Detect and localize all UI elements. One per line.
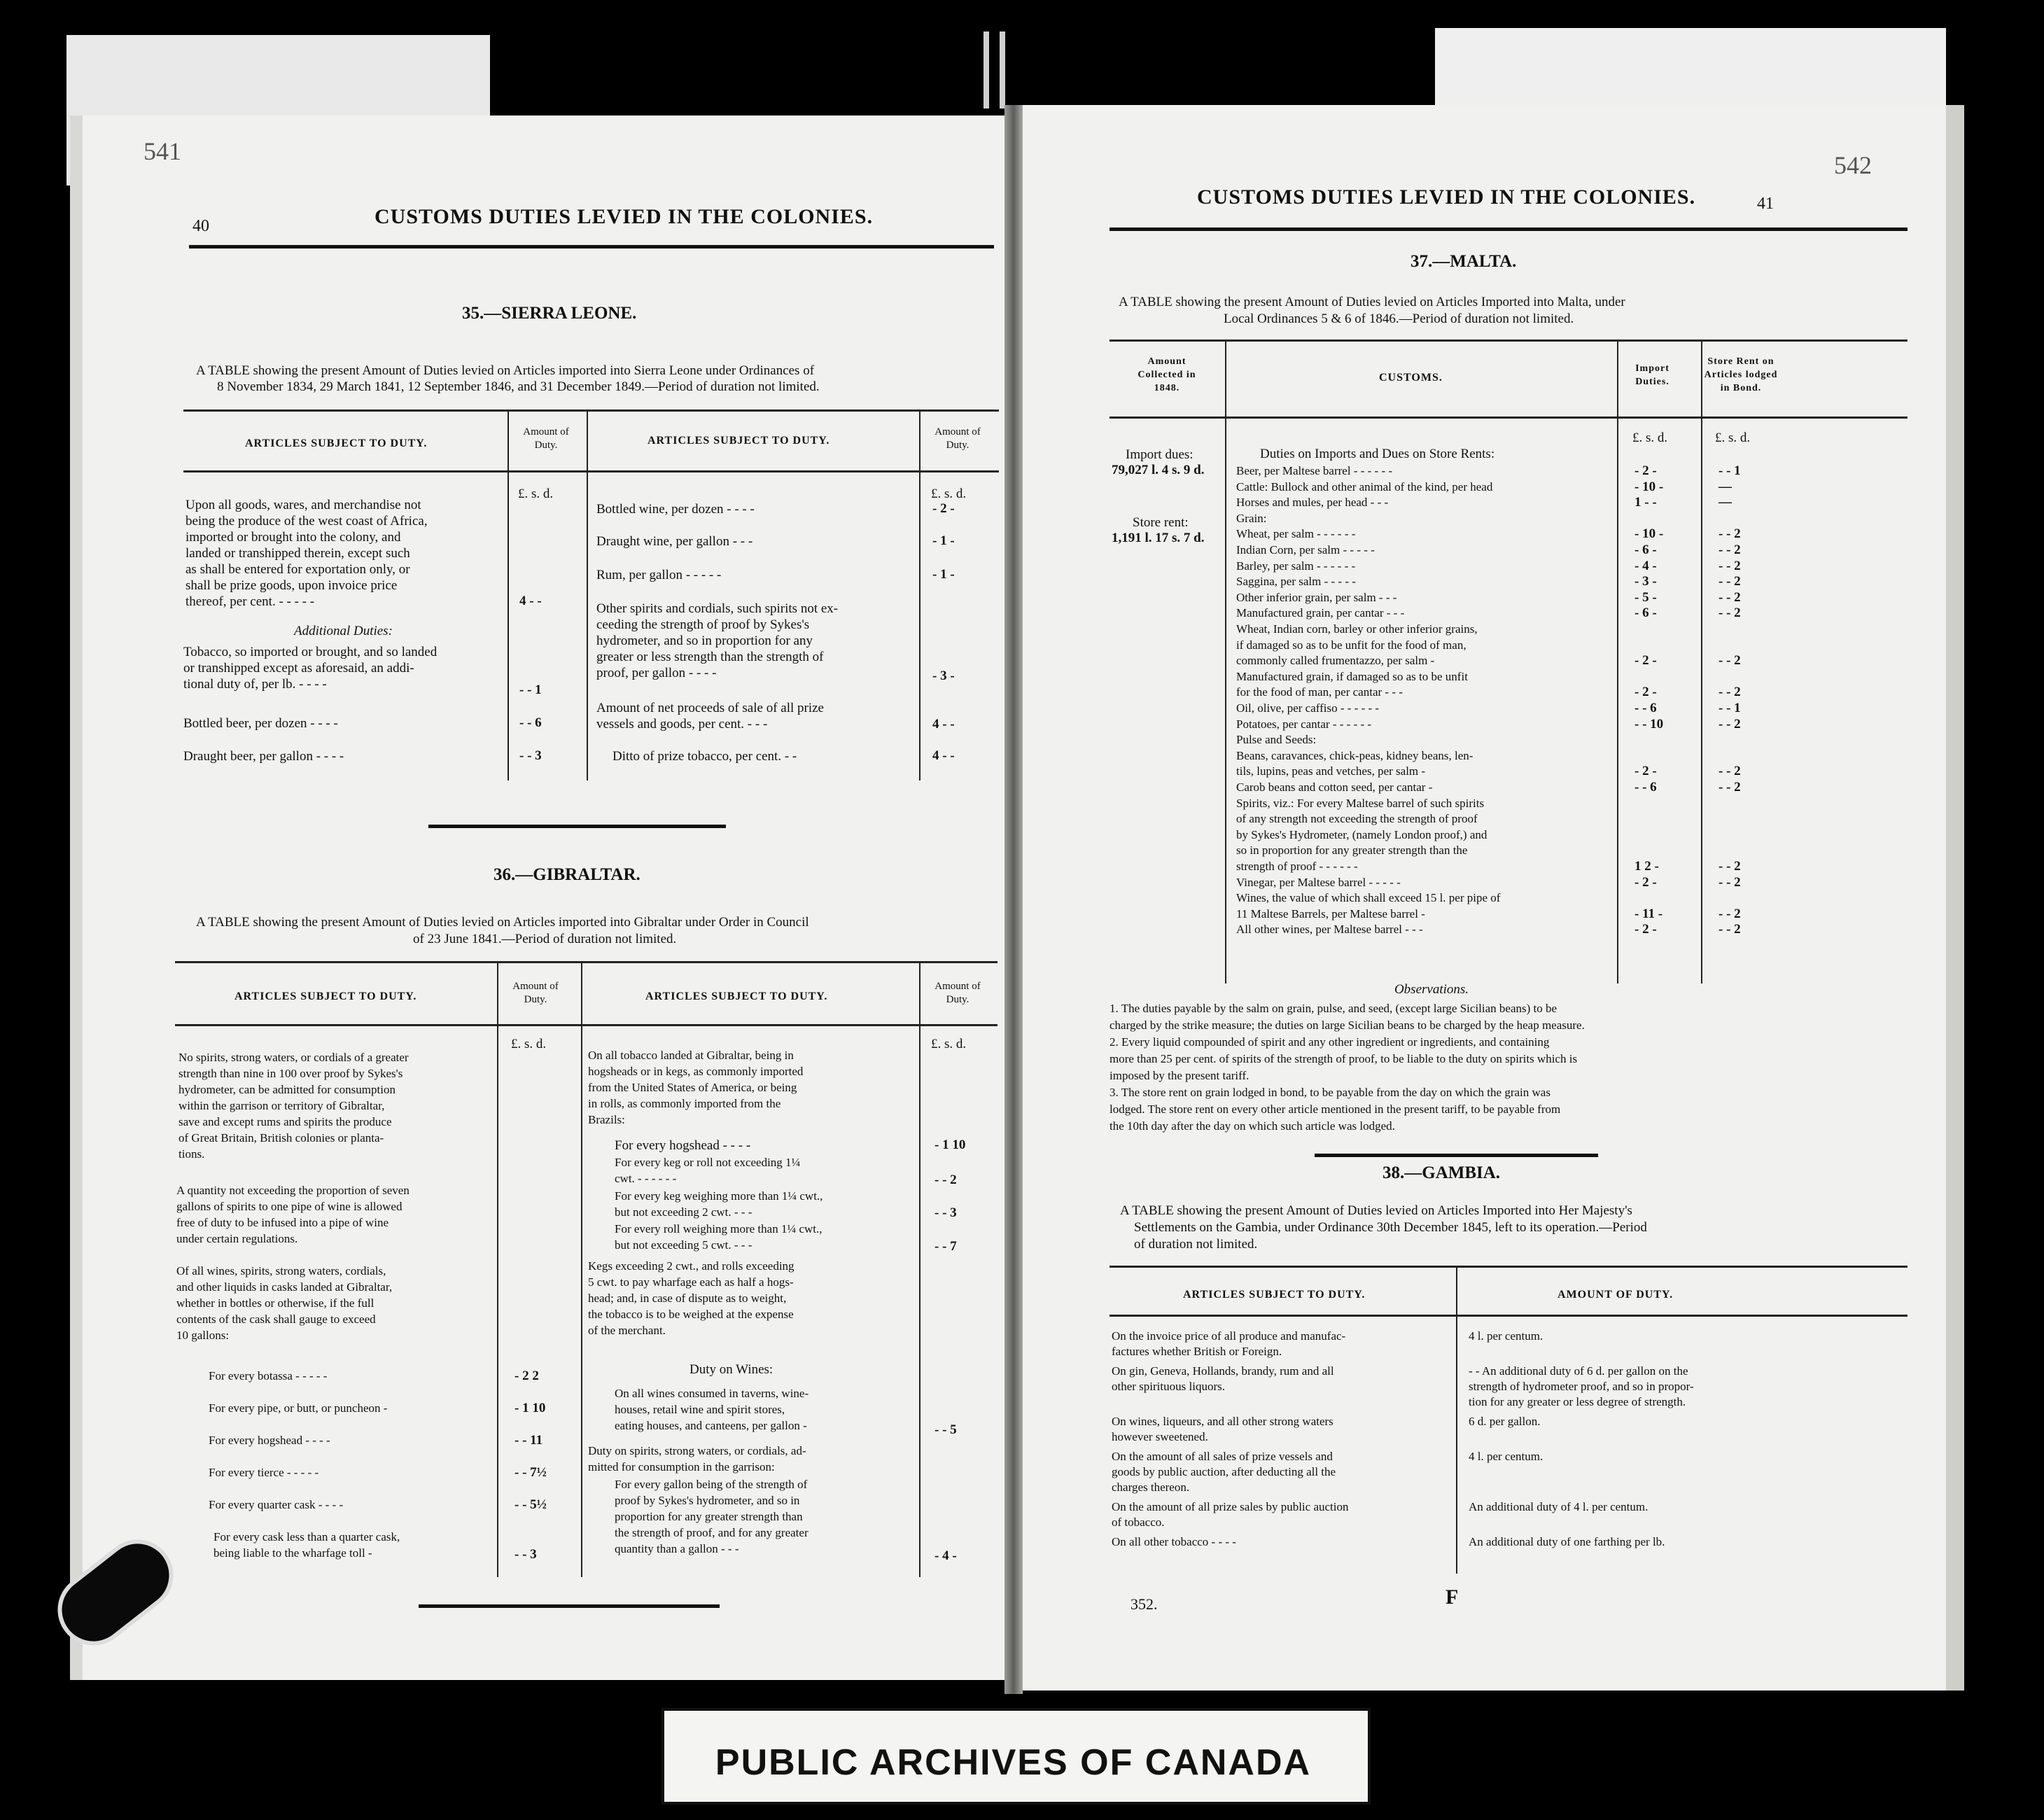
column-header: Amount of Duty.: [934, 981, 981, 1005]
text-line: 1848.: [1154, 383, 1180, 393]
column-header: ARTICLES SUBJECT TO DUTY.: [1183, 1289, 1366, 1301]
section-divider: [1315, 1154, 1598, 1157]
text-line: proportion for any greater strength than: [615, 1510, 803, 1523]
malta-store-rent: - - 2: [1718, 574, 1741, 589]
text-line: the tobacco is to be weighed at the expense: [588, 1308, 794, 1321]
malta-row-label: Grain:: [1236, 511, 1267, 525]
malta-store-rent: - - 2: [1718, 589, 1741, 605]
text-line: houses, retail wine and spirit stores,: [615, 1403, 785, 1416]
text-line: Duties.: [1635, 377, 1670, 387]
section-heading: 38.—GAMBIA.: [1382, 1163, 1501, 1182]
amount: 4 - -: [932, 748, 955, 763]
malta-row-label: Horses and mules, per head - - -: [1236, 496, 1389, 510]
malta-row-label: Indian Corn, per salm - - - - -: [1236, 543, 1375, 556]
gambia-duty: 4 l. per centum.: [1469, 1329, 1544, 1343]
malta-store-rent: - - 2: [1718, 922, 1741, 937]
subheading: Duty on Wines:: [690, 1362, 774, 1377]
lsd-header: £. s. d.: [1632, 430, 1668, 445]
table-intro: A TABLE showing the present Amount of Duties levied on Articles imported into Gibraltar under Order in Council: [196, 915, 809, 930]
text-line: For every gallon being of the strength of: [615, 1478, 808, 1491]
malta-import-duty: - - 10: [1634, 716, 1664, 732]
amount: 4 - -: [519, 594, 542, 608]
lsd-header: £. s. d.: [931, 1037, 967, 1051]
column-rule: [1701, 340, 1702, 983]
section-divider: [428, 825, 726, 828]
table-intro: A TABLE showing the present Amount of Duties levied on Articles imported into Sierra Leone under Ordinances of: [196, 363, 815, 378]
table-rule: [1110, 1266, 1907, 1268]
gambia-duty: 4 l. per centum.: [1469, 1450, 1544, 1463]
cask-row-amount: - 2 2: [514, 1368, 539, 1383]
gambia-duty: - - An additional duty of 6 d. per gallon on the: [1469, 1364, 1688, 1378]
text-line: Duty on spirits, strong waters, or cordials, ad-: [588, 1444, 806, 1457]
text-line: Amount of net proceeds of sale of all prize: [596, 701, 824, 715]
text-line: 3. The store rent on grain lodged in bond, to be payable from the day on which the grain was: [1110, 1086, 1550, 1099]
text-line: cwt. - - - - - -: [615, 1172, 677, 1185]
malta-row-label: strength of proof - - - - - -: [1236, 860, 1358, 873]
malta-import-duty: - 2 -: [1634, 764, 1657, 779]
text-line: head; and, in case of dispute as to weight,: [588, 1292, 787, 1305]
stamp-number: 542: [1834, 151, 1872, 179]
text-line: vessels and goods, per cent. - - -: [596, 717, 768, 732]
malta-row-label: tils, lupins, peas and vetches, per salm -: [1236, 764, 1426, 778]
column-rule: [587, 410, 588, 780]
malta-store-rent: —: [1718, 479, 1732, 494]
title-rule: [189, 245, 994, 248]
amount: - - 3: [519, 748, 542, 763]
column-header: ARTICLES SUBJECT TO DUTY.: [645, 990, 828, 1002]
malta-import-duty: - 10 -: [1634, 526, 1664, 542]
malta-row-label: by Sykes's Hydrometer, (namely London proof,) and: [1236, 827, 1488, 841]
lsd-header: £. s. d.: [931, 486, 967, 501]
malta-row-label: Cattle: Bullock and other animal of the kind, per head: [1236, 479, 1493, 493]
malta-row-label: Beer, per Maltese barrel - - - - - -: [1236, 464, 1393, 477]
table-intro: A TABLE showing the present Amount of Duties levied on Articles Imported into Malta, under: [1119, 295, 1625, 309]
text-line: On all wines consumed in taverns, wine-: [615, 1387, 809, 1400]
text-line: strength than nine in 100 over proof by Sykes's: [178, 1067, 403, 1080]
amount: - 3 -: [932, 668, 955, 683]
cask-row-label: For every tierce - - - - -: [209, 1466, 319, 1479]
malta-store-rent: - - 2: [1718, 653, 1741, 668]
text-line: in rolls, as commonly imported from the: [588, 1097, 781, 1110]
text-line: of Great Britain, British colonies or planta-: [178, 1131, 384, 1144]
text-line: Upon all goods, wares, and merchandise not: [186, 498, 421, 512]
text-line: the 10th day after the day on which such article was lodged.: [1110, 1119, 1395, 1133]
cask-row-label: For every botassa - - - - -: [209, 1369, 328, 1382]
text-line: For every keg or roll not exceeding 1¼: [615, 1156, 801, 1169]
malta-import-duty: - 10 -: [1634, 479, 1664, 494]
text-line: For every roll weighing more than 1¼ cwt.,: [615, 1222, 822, 1236]
article-rum: Rum, per gallon - - - - -: [596, 568, 722, 582]
text-line: tional duty of, per lb. - - - -: [183, 677, 327, 692]
text-line: whether in bottles or otherwise, if the full: [176, 1296, 374, 1310]
page-number: 40: [192, 217, 209, 235]
amount: - - 5: [934, 1422, 957, 1437]
gambia-duty: tion for any greater or less degree of strength.: [1469, 1395, 1686, 1408]
binding-clip: [1000, 31, 1005, 108]
text-line: 5 cwt. to pay wharfage each as half a hogs-: [588, 1275, 794, 1289]
gambia-article: charges thereon.: [1112, 1480, 1190, 1494]
malta-row-label: Manufactured grain, if damaged so as to be unfit: [1236, 669, 1468, 683]
text-line: Other spirits and cordials, such spirits not ex-: [596, 601, 839, 616]
malta-store-rent: - - 2: [1718, 874, 1741, 890]
text-line: imposed by the present tariff.: [1110, 1069, 1250, 1082]
amount: 4 - -: [932, 717, 955, 732]
malta-import-duty: - 2 -: [1634, 874, 1657, 890]
lsd-header: £. s. d.: [511, 1037, 547, 1051]
column-rule: [1456, 1266, 1457, 1574]
malta-store-rent: - - 2: [1718, 558, 1741, 573]
text-line: A quantity not exceeding the proportion of seven: [176, 1184, 410, 1197]
table-rule: [1110, 416, 1907, 419]
malta-import-duty: 1 - -: [1634, 495, 1657, 510]
text-line: tions.: [178, 1147, 205, 1161]
malta-row-label: Manufactured grain, per cantar - - -: [1236, 606, 1405, 620]
gambia-article: On the invoice price of all produce and manufac-: [1112, 1329, 1346, 1343]
text-line: For every cask less than a quarter cask,: [214, 1530, 400, 1544]
gambia-duty: An additional duty of 4 l. per centum.: [1469, 1500, 1648, 1513]
text-line: but not exceeding 2 cwt. - - -: [615, 1205, 752, 1219]
text-line: ceeding the strength of proof by Sykes's: [596, 617, 810, 632]
binding-clip: [983, 31, 989, 108]
table-rule: [1110, 340, 1907, 342]
amount: - 1 -: [932, 567, 955, 582]
malta-import-duty: - 2 -: [1634, 653, 1657, 668]
text-line: or transhipped except as aforesaid, an addi-: [183, 661, 414, 676]
text-line: and other liquids in casks landed at Gibraltar,: [176, 1280, 393, 1294]
malta-store-rent: - - 2: [1718, 859, 1741, 874]
malta-row-label: Carob beans and cotton seed, per cantar -: [1236, 780, 1433, 794]
malta-row-label: Wheat, per salm - - - - - -: [1236, 527, 1356, 541]
malta-store-rent: - - 2: [1718, 526, 1741, 542]
column-header: ARTICLES SUBJECT TO DUTY.: [648, 435, 830, 447]
column-header: Amount of Duty.: [934, 426, 981, 451]
column-header: ARTICLES SUBJECT TO DUTY.: [234, 990, 417, 1002]
column-rule: [1617, 340, 1618, 983]
text-line: imported or brought into the colony, and: [186, 530, 401, 545]
malta-row-label: Beans, caravances, chick-peas, kidney beans, len-: [1236, 748, 1474, 762]
text-line: landed or transhipped therein, except such: [186, 546, 410, 561]
text-line: Import: [1635, 363, 1670, 374]
signature-mark: F: [1446, 1586, 1459, 1609]
cask-row-amount: - - 11: [514, 1433, 543, 1448]
text-line: proof, per gallon - - - -: [596, 666, 717, 680]
malta-store-rent: - - 2: [1718, 780, 1741, 794]
cask-row-label: For every pipe, or butt, or puncheon -: [209, 1401, 388, 1415]
column-rule: [507, 410, 509, 780]
gambia-article: On wines, liqueurs, and all other strong waters: [1112, 1415, 1334, 1428]
text-line: 10 gallons:: [176, 1329, 230, 1342]
text-line: from the United States of America, or being: [588, 1081, 797, 1094]
malta-row-label: Wheat, Indian corn, barley or other inferior grains,: [1236, 622, 1478, 636]
malta-import-duty: 1 2 -: [1634, 859, 1659, 874]
column-rule: [919, 410, 920, 780]
lsd-header: £. s. d.: [1715, 430, 1751, 445]
malta-import-duty: - - 6: [1634, 780, 1657, 794]
text-line: as shall be entered for exportation only, or: [186, 562, 410, 577]
gambia-duty: 6 d. per gallon.: [1469, 1415, 1541, 1428]
text-line: proof by Sykes's hydrometer, and so in: [615, 1494, 800, 1507]
text-line: contents of the cask shall gauge to exceed: [176, 1312, 376, 1326]
amount: - - 7: [934, 1239, 957, 1254]
running-title: CUSTOMS DUTIES LEVIED IN THE COLONIES.: [374, 205, 874, 228]
article-bottled-beer: Bottled beer, per dozen - - - -: [183, 716, 338, 731]
malta-import-duty: - 11 -: [1634, 906, 1663, 921]
table-rule: [183, 410, 999, 412]
text-line: Articles lodged: [1704, 370, 1778, 380]
text-line: of the merchant.: [588, 1324, 666, 1337]
table-intro: Local Ordinances 5 & 6 of 1846.—Period of duration not limited.: [1224, 312, 1574, 326]
text-line: Tobacco, so imported or brought, and so landed: [183, 645, 438, 659]
text-line: Kegs exceeding 2 cwt., and rolls exceeding: [588, 1259, 794, 1273]
lsd-header: £. s. d.: [518, 486, 554, 501]
text-line: For every keg weighing more than 1¼ cwt.,: [615, 1189, 823, 1203]
text-line: free of duty to be infused into a pipe of wine: [176, 1216, 389, 1229]
text-line: No spirits, strong waters, or cordials of a greater: [178, 1051, 409, 1064]
section-heading: 35.—SIERRA LEONE.: [462, 304, 637, 323]
table-intro: Settlements on the Gambia, under Ordinance 30th December 1845, left to its operation.—Period: [1134, 1220, 1647, 1235]
malta-store-rent: - - 2: [1718, 685, 1741, 700]
cask-row-amount: - - 5½: [514, 1497, 547, 1512]
column-header: ARTICLES SUBJECT TO DUTY.: [245, 438, 428, 449]
text-line: hydrometer, and so in proportion for any: [596, 634, 813, 648]
store-rent-amount: 1,191 l. 17 s. 7 d.: [1112, 531, 1205, 545]
malta-store-rent: - - 2: [1718, 906, 1741, 921]
amount: - 4 -: [934, 1548, 957, 1563]
gambia-article: other spirituous liquors.: [1112, 1380, 1225, 1393]
malta-import-duty: - 6 -: [1634, 606, 1657, 621]
text-line: eating houses, and canteens, per gallon -: [615, 1419, 807, 1432]
text-line: hogsheads or in kegs, as commonly imported: [588, 1065, 804, 1078]
gambia-article: On all other tobacco - - - -: [1112, 1535, 1236, 1548]
malta-row-label: Other inferior grain, per salm - - -: [1236, 590, 1397, 604]
table-intro: of 23 June 1841.—Period of duration not limited.: [413, 932, 677, 946]
import-dues-label: Import dues:: [1126, 447, 1194, 462]
running-title: CUSTOMS DUTIES LEVIED IN THE COLONIES.: [1197, 186, 1696, 209]
column-rule: [497, 961, 498, 1577]
malta-row-label: Vinegar, per Maltese barrel - - - - -: [1236, 875, 1401, 889]
malta-import-duty: - 3 -: [1634, 574, 1657, 589]
table-intro: A TABLE showing the present Amount of Duties levied on Articles Imported into Her Majesty's: [1120, 1203, 1632, 1218]
malta-store-rent: - - 2: [1718, 542, 1741, 557]
malta-import-duty: - - 6: [1634, 701, 1657, 715]
malta-row-label: Potatoes, per cantar - - - - - -: [1236, 717, 1372, 731]
malta-store-rent: - - 2: [1718, 764, 1741, 779]
malta-row-label: Spirits, viz.: For every Maltese barrel of such spirits: [1236, 796, 1485, 810]
table-rule: [1110, 1315, 1907, 1317]
article-draught-beer: Draught beer, per gallon - - - -: [183, 749, 344, 764]
gambia-article: factures whether British or Foreign.: [1112, 1345, 1282, 1358]
cask-row-amount: - - 7½: [514, 1465, 547, 1480]
footer-number: 352.: [1130, 1595, 1158, 1613]
malta-import-duty: - 2 -: [1634, 685, 1657, 700]
gambia-article: however sweetened.: [1112, 1430, 1208, 1443]
malta-row-label: Pulse and Seeds:: [1236, 733, 1317, 747]
column-header: Amount of Duty.: [512, 981, 559, 1005]
malta-import-duty: - 2 -: [1634, 922, 1657, 937]
amount: - - 1: [519, 682, 542, 697]
malta-row-label: for the food of man, per cantar - - -: [1236, 685, 1403, 699]
page-number: 41: [1757, 195, 1774, 213]
archive-banner-text: PUBLIC ARCHIVES OF CANADA: [715, 1742, 1312, 1783]
text-line: under certain regulations.: [176, 1232, 298, 1245]
cask-row-amount: - 1 10: [514, 1401, 546, 1415]
text-line: in Bond.: [1720, 383, 1762, 393]
text-line: lodged. The store rent on every other article mentioned in the present tariff, to be payable from: [1110, 1102, 1561, 1116]
article-prize-tobacco: Ditto of prize tobacco, per cent. - -: [612, 749, 797, 764]
article-bottled-wine: Bottled wine, per dozen - - - -: [596, 502, 755, 517]
text-line: charged by the strike measure; the duties on large Sicilian beans to be charged by the heap measure.: [1110, 1018, 1585, 1032]
malta-row-label: if damaged so as to be unfit for the food of man,: [1236, 638, 1466, 652]
text-line: more than 25 per cent. of spirits of the strength of proof, to be liable to the duty on spirits which is: [1110, 1052, 1578, 1065]
malta-row-label: Wines, the value of which shall exceed 15 l. per pipe of: [1236, 891, 1501, 905]
table-rule: [175, 961, 997, 963]
text-line: within the garrison or territory of Gibraltar,: [178, 1099, 385, 1112]
section-heading: 36.—GIBRALTAR.: [493, 865, 640, 884]
amount: - 1 10: [934, 1138, 966, 1152]
text-line: Collected in: [1138, 370, 1196, 380]
observations-title: Observations.: [1394, 982, 1469, 997]
amount: - - 3: [514, 1547, 537, 1562]
text-line: the strength of proof, and for any greater: [615, 1526, 808, 1539]
amount: - - 2: [934, 1172, 957, 1187]
text-line: 1. The duties payable by the salm on grain, pulse, and seed, (except large Sicilian beans) to be: [1110, 1002, 1558, 1015]
text-line: quantity than a gallon - - -: [615, 1542, 739, 1555]
book-spine: [1004, 105, 1023, 1694]
title-rule: [1110, 227, 1907, 231]
text-line: shall be prize goods, upon invoice price: [186, 578, 398, 593]
gambia-article: of tobacco.: [1112, 1516, 1165, 1529]
stamp-number: 541: [144, 137, 181, 165]
malta-store-rent: - - 1: [1718, 701, 1741, 715]
gambia-article: On the amount of all sales of prize vessels and: [1112, 1450, 1333, 1463]
gambia-article: goods by public auction, after deducting all the: [1112, 1465, 1336, 1478]
section-divider: [419, 1604, 720, 1608]
malta-store-rent: —: [1718, 495, 1732, 510]
import-dues-amount: 79,027 l. 4 s. 9 d.: [1112, 463, 1205, 477]
malta-store-rent: - - 2: [1718, 606, 1741, 621]
malta-row-label: Saggina, per salm - - - - -: [1236, 575, 1356, 589]
column-rule: [919, 961, 920, 1577]
text-line: hydrometer, can be admitted for consumption: [178, 1083, 396, 1096]
gambia-article: On the amount of all prize sales by public auction: [1112, 1500, 1349, 1513]
amount: - - 3: [934, 1205, 957, 1220]
malta-row-label: 11 Maltese Barrels, per Maltese barrel -: [1236, 906, 1425, 920]
table-rule: [175, 1024, 997, 1026]
malta-row-label: All other wines, per Maltese barrel - - -: [1236, 923, 1423, 937]
column-header: AMOUNT OF DUTY.: [1558, 1289, 1674, 1301]
text-line: gallons of spirits to one pipe of wine is allowed: [176, 1200, 402, 1213]
text-line: save and except rums and spirits the produce: [178, 1115, 392, 1128]
gambia-duty: An additional duty of one farthing per lb.: [1469, 1535, 1665, 1548]
malta-store-rent: - - 2: [1718, 716, 1741, 732]
malta-row-label: so in proportion for any greater strength than the: [1236, 844, 1468, 858]
article-draught-wine: Draught wine, per gallon - - -: [596, 534, 753, 549]
malta-import-duty: - 6 -: [1634, 542, 1657, 557]
amount: - 1 -: [932, 533, 955, 548]
malta-row-label: of any strength not exceeding the strength of proof: [1236, 812, 1478, 826]
malta-row-label: Barley, per salm - - - - - -: [1236, 559, 1356, 573]
column-rule: [581, 961, 582, 1577]
text-line: greater or less strength than the strength of: [596, 650, 824, 664]
malta-row-label: Oil, olive, per caffiso - - - - - -: [1236, 701, 1380, 715]
column-header: CUSTOMS.: [1379, 372, 1443, 384]
article-hogshead: For every hogshead - - - -: [615, 1138, 751, 1153]
cask-row-label: For every hogshead - - - -: [209, 1434, 330, 1447]
gambia-article: On gin, Geneva, Hollands, brandy, rum and all: [1112, 1364, 1334, 1378]
text-line: mitted for consumption in the garrison:: [588, 1460, 775, 1474]
subheading: Additional Duties:: [294, 624, 393, 638]
table-rule: [183, 470, 999, 472]
text-line: Store Rent on: [1707, 356, 1774, 367]
gambia-duty: strength of hydrometer proof, and so in propor-: [1469, 1380, 1694, 1393]
text-line: Brazils:: [588, 1113, 625, 1126]
text-line: thereof, per cent. - - - - -: [186, 594, 315, 609]
text-line: On all tobacco landed at Gibraltar, being in: [588, 1049, 794, 1062]
amount: - 2 -: [932, 501, 955, 516]
malta-row-label: commonly called frumentazzo, per salm -: [1236, 654, 1435, 668]
text-line: being the produce of the west coast of Africa,: [186, 514, 428, 528]
section-heading: 37.—MALTA.: [1410, 252, 1517, 271]
amount: - - 6: [519, 715, 542, 730]
malta-import-duty: - 4 -: [1634, 558, 1657, 573]
cask-row-label: For every quarter cask - - - -: [209, 1498, 344, 1511]
malta-import-duty: - 2 -: [1634, 463, 1657, 478]
column-rule: [1225, 340, 1226, 983]
store-rent-label: Store rent:: [1133, 515, 1189, 530]
table-intro: 8 November 1834, 29 March 1841, 12 September 1846, and 31 December 1849.—Period of duration not limited.: [217, 379, 820, 394]
text-line: 2. Every liquid compounded of spirit and any other ingredient or ingredients, and containing: [1110, 1035, 1550, 1049]
text-line: Amount: [1147, 356, 1186, 367]
malta-store-rent: - - 1: [1718, 463, 1741, 478]
text-line: being liable to the wharfage toll -: [214, 1546, 372, 1560]
subheading: Duties on Imports and Dues on Store Rents:: [1260, 447, 1495, 461]
malta-import-duty: - 5 -: [1634, 589, 1657, 605]
text-line: Of all wines, spirits, strong waters, cordials,: [176, 1264, 386, 1278]
column-header: Amount of Duty.: [523, 426, 569, 451]
table-intro: of duration not limited.: [1134, 1237, 1258, 1252]
text-line: but not exceeding 5 cwt. - - -: [615, 1238, 752, 1252]
